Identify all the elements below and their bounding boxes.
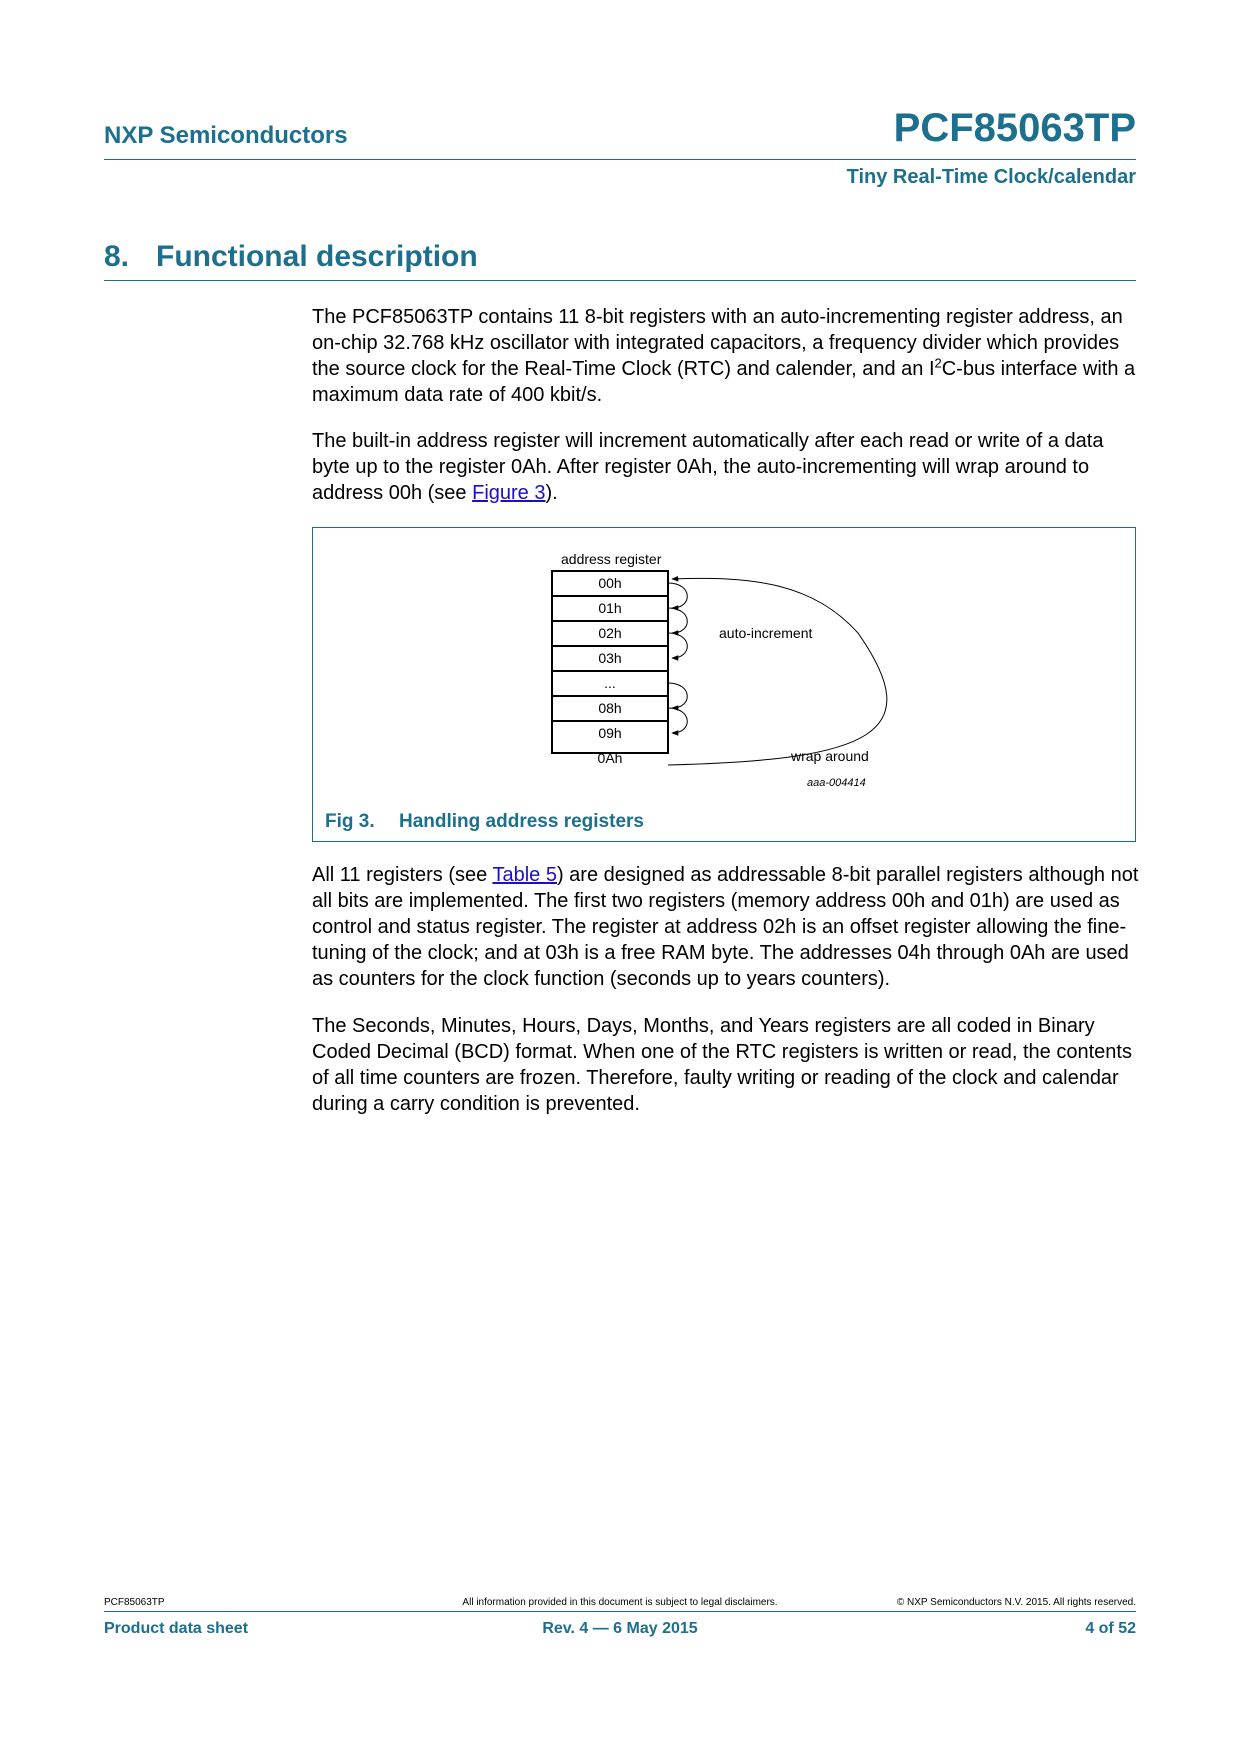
register-label: 0Ah [597, 750, 623, 766]
footer-divider [104, 1611, 1136, 1612]
figure-code: aaa-004414 [807, 777, 866, 789]
footer-doc-id: PCF85063TP [104, 1597, 165, 1608]
register-label: 08h [598, 700, 622, 716]
section-divider [104, 280, 1136, 281]
figure-title: Handling address registers [399, 811, 644, 832]
figure-3-box [312, 527, 1136, 842]
paragraph-2 [312, 428, 1142, 506]
figure-caption [325, 811, 644, 833]
product-title: PCF85063TP [893, 106, 1136, 150]
register-label: 00h [598, 575, 622, 591]
diagram-title: address register [561, 551, 662, 567]
auto-increment-label: auto-increment [719, 625, 813, 641]
paragraph-2-text-a: The built-in address register will increment automatically after each read or write of a data byte up to the register 0Ah. After register 0Ah, the auto-incrementing will wrap around to address 00h (see [312, 430, 1104, 504]
table-5-link[interactable]: Table 5 [492, 864, 557, 886]
footer-disclaimer: All information provided in this document is subject to legal disclaimers. [462, 1597, 778, 1608]
register-stack [552, 571, 668, 766]
auto-increment-arrows [668, 583, 687, 733]
section-title: Functional description [156, 240, 478, 273]
paragraph-3 [312, 862, 1142, 992]
paragraph-2-text-b: ). [545, 482, 558, 504]
section-heading [104, 240, 478, 274]
register-label: 03h [598, 650, 622, 666]
product-subtitle: Tiny Real-Time Clock/calendar [846, 166, 1136, 188]
paragraph-4: The Seconds, Minutes, Hours, Days, Months, and Years registers are all coded in Binary Coded Decimal (BCD) format. When one of the RTC registers is written or read, the contents of all time counters are frozen. Therefore, faulty writing or reading of the clock and calendar during a carry condition is prevented. [312, 1015, 1132, 1115]
register-label: ... [604, 675, 616, 691]
section-number: 8. [104, 240, 130, 273]
footer-copyright: © NXP Semiconductors N.V. 2015. All rights reserved. [896, 1597, 1136, 1608]
footer-doc-type: Product data sheet [104, 1620, 249, 1637]
address-register-diagram [313, 528, 1135, 841]
figure-number: Fig 3. [325, 811, 375, 832]
register-label: 01h [598, 600, 622, 616]
company-name: NXP Semiconductors [104, 122, 348, 149]
paragraph-3-text-b: ) are designed as addressable 8-bit parallel registers although not all bits are implemented. The first two registers (memory address 00h and 01h) are used as control and status register. The register at address 02h is an offset register allowing the fine-tuning of the clock; and at 03h is a free RAM byte. The addresses 04h through 0Ah are used as counters for the clock function (seconds up to years counters). [312, 864, 1139, 990]
wrap-around-label: wrap around [791, 748, 869, 764]
paragraph-3-text-a: All 11 registers (see [312, 864, 493, 886]
paragraph-1-text-a: The PCF85063TP contains 11 8-bit registers with an auto-incrementing register address, an on-chip 32.768 kHz oscillator with integrated capacitors, a frequency divider which provides the source clock for the Real-Time Clock (RTC) and calender, and an I [312, 306, 1123, 380]
header-divider [104, 159, 1136, 160]
superscript-2: 2 [934, 355, 942, 371]
register-label: 02h [598, 625, 622, 641]
paragraph-1-text-b: C-bus interface with a maximum data rate of 400 kbit/s. [312, 358, 1136, 406]
footer-revision: Rev. 4 — 6 May 2015 [542, 1620, 698, 1637]
figure-3-link[interactable]: Figure 3 [472, 482, 546, 504]
paragraph-1 [312, 304, 1142, 408]
register-label: 09h [598, 725, 622, 741]
footer-page: 4 of 52 [1085, 1620, 1136, 1637]
wrap-around-arrow [668, 578, 887, 765]
